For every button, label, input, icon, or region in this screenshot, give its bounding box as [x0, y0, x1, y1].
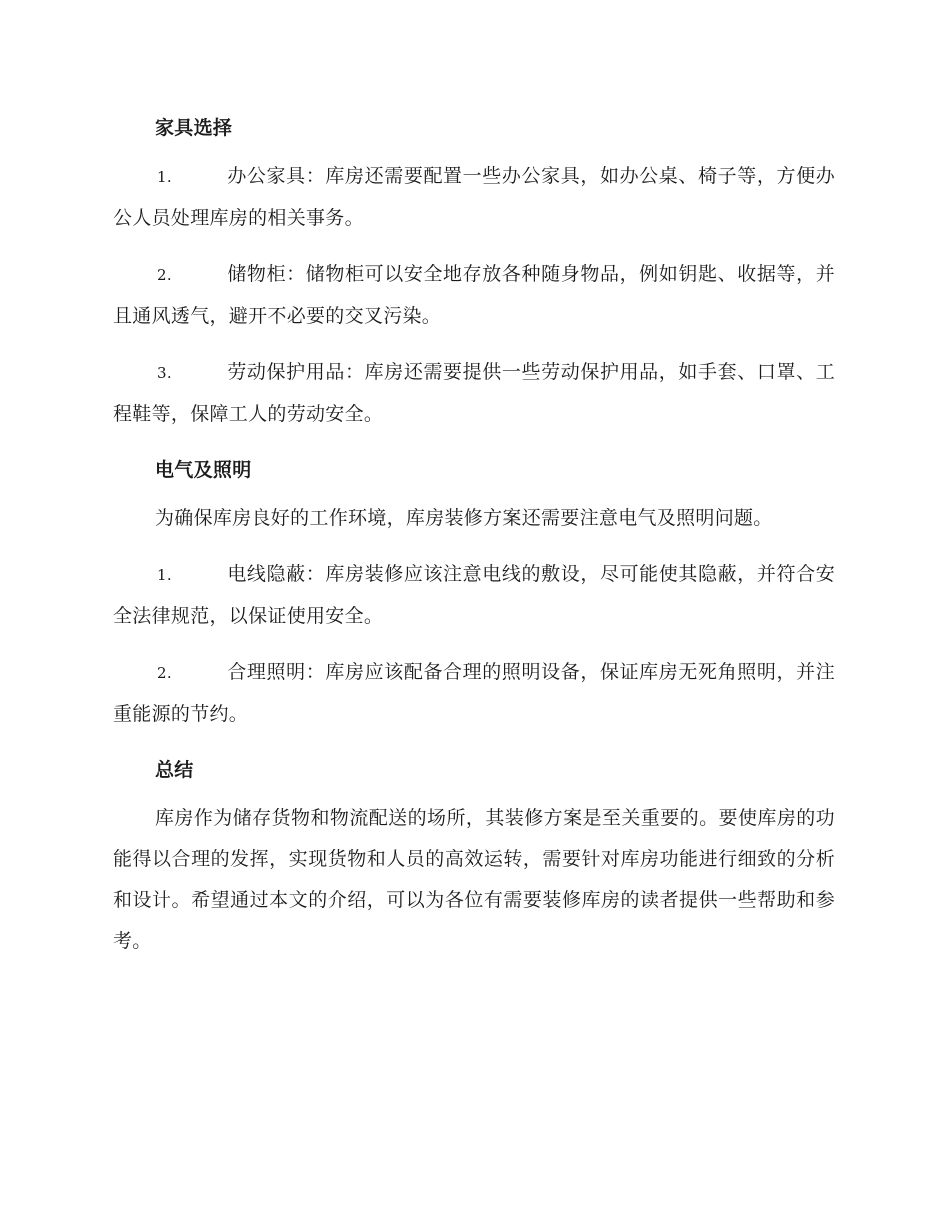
list-item — [113, 652, 835, 735]
list-item-text: 合理照明：库房应该配备合理的照明设备，保证库房无死角照明，并注重能源的节约。 — [113, 661, 835, 725]
list-item — [113, 254, 835, 337]
section-heading-furniture: 家具选择 — [155, 117, 233, 139]
list-item — [113, 156, 835, 239]
list-item-number: 2. — [157, 266, 172, 284]
list-item-number: 3. — [157, 364, 172, 382]
list-item-text: 办公家具：库房还需要配置一些办公家具，如办公桌、椅子等，方便办公人员处理库房的相关事务。 — [113, 165, 835, 229]
list-item — [113, 352, 835, 435]
list-item — [113, 554, 835, 637]
summary-paragraph: 库房作为储存货物和物流配送的场所，其装修方案是至关重要的。要使库房的功能得以合理的发挥，实现货物和人员的高效运转，需要针对库房功能进行细致的分析和设计。希望通过本文的介绍，可以为各位有需要装修库房的读者提供一些帮助和参考。 — [113, 807, 835, 952]
section-intro-paragraph: 为确保库房良好的工作环境，库房装修方案还需要注意电气及照明问题。 — [155, 507, 773, 529]
list-item-number: 2. — [157, 664, 172, 682]
list-item-text: 劳动保护用品：库房还需要提供一些劳动保护用品，如手套、口罩、工程鞋等，保障工人的劳动安全。 — [113, 361, 835, 425]
list-item-number: 1. — [157, 168, 172, 186]
list-item-number: 1. — [157, 566, 172, 584]
list-item-text: 电线隐蔽：库房装修应该注意电线的敷设，尽可能使其隐蔽，并符合安全法律规范，以保证使用安全。 — [113, 563, 835, 627]
section-heading-electrical-lighting: 电气及照明 — [155, 459, 252, 481]
document-page — [113, 108, 835, 977]
section-heading-summary: 总结 — [155, 759, 194, 781]
list-item-text: 储物柜：储物柜可以安全地存放各种随身物品，例如钥匙、收据等，并且通风透气，避开不必要的交叉污染。 — [113, 263, 835, 327]
